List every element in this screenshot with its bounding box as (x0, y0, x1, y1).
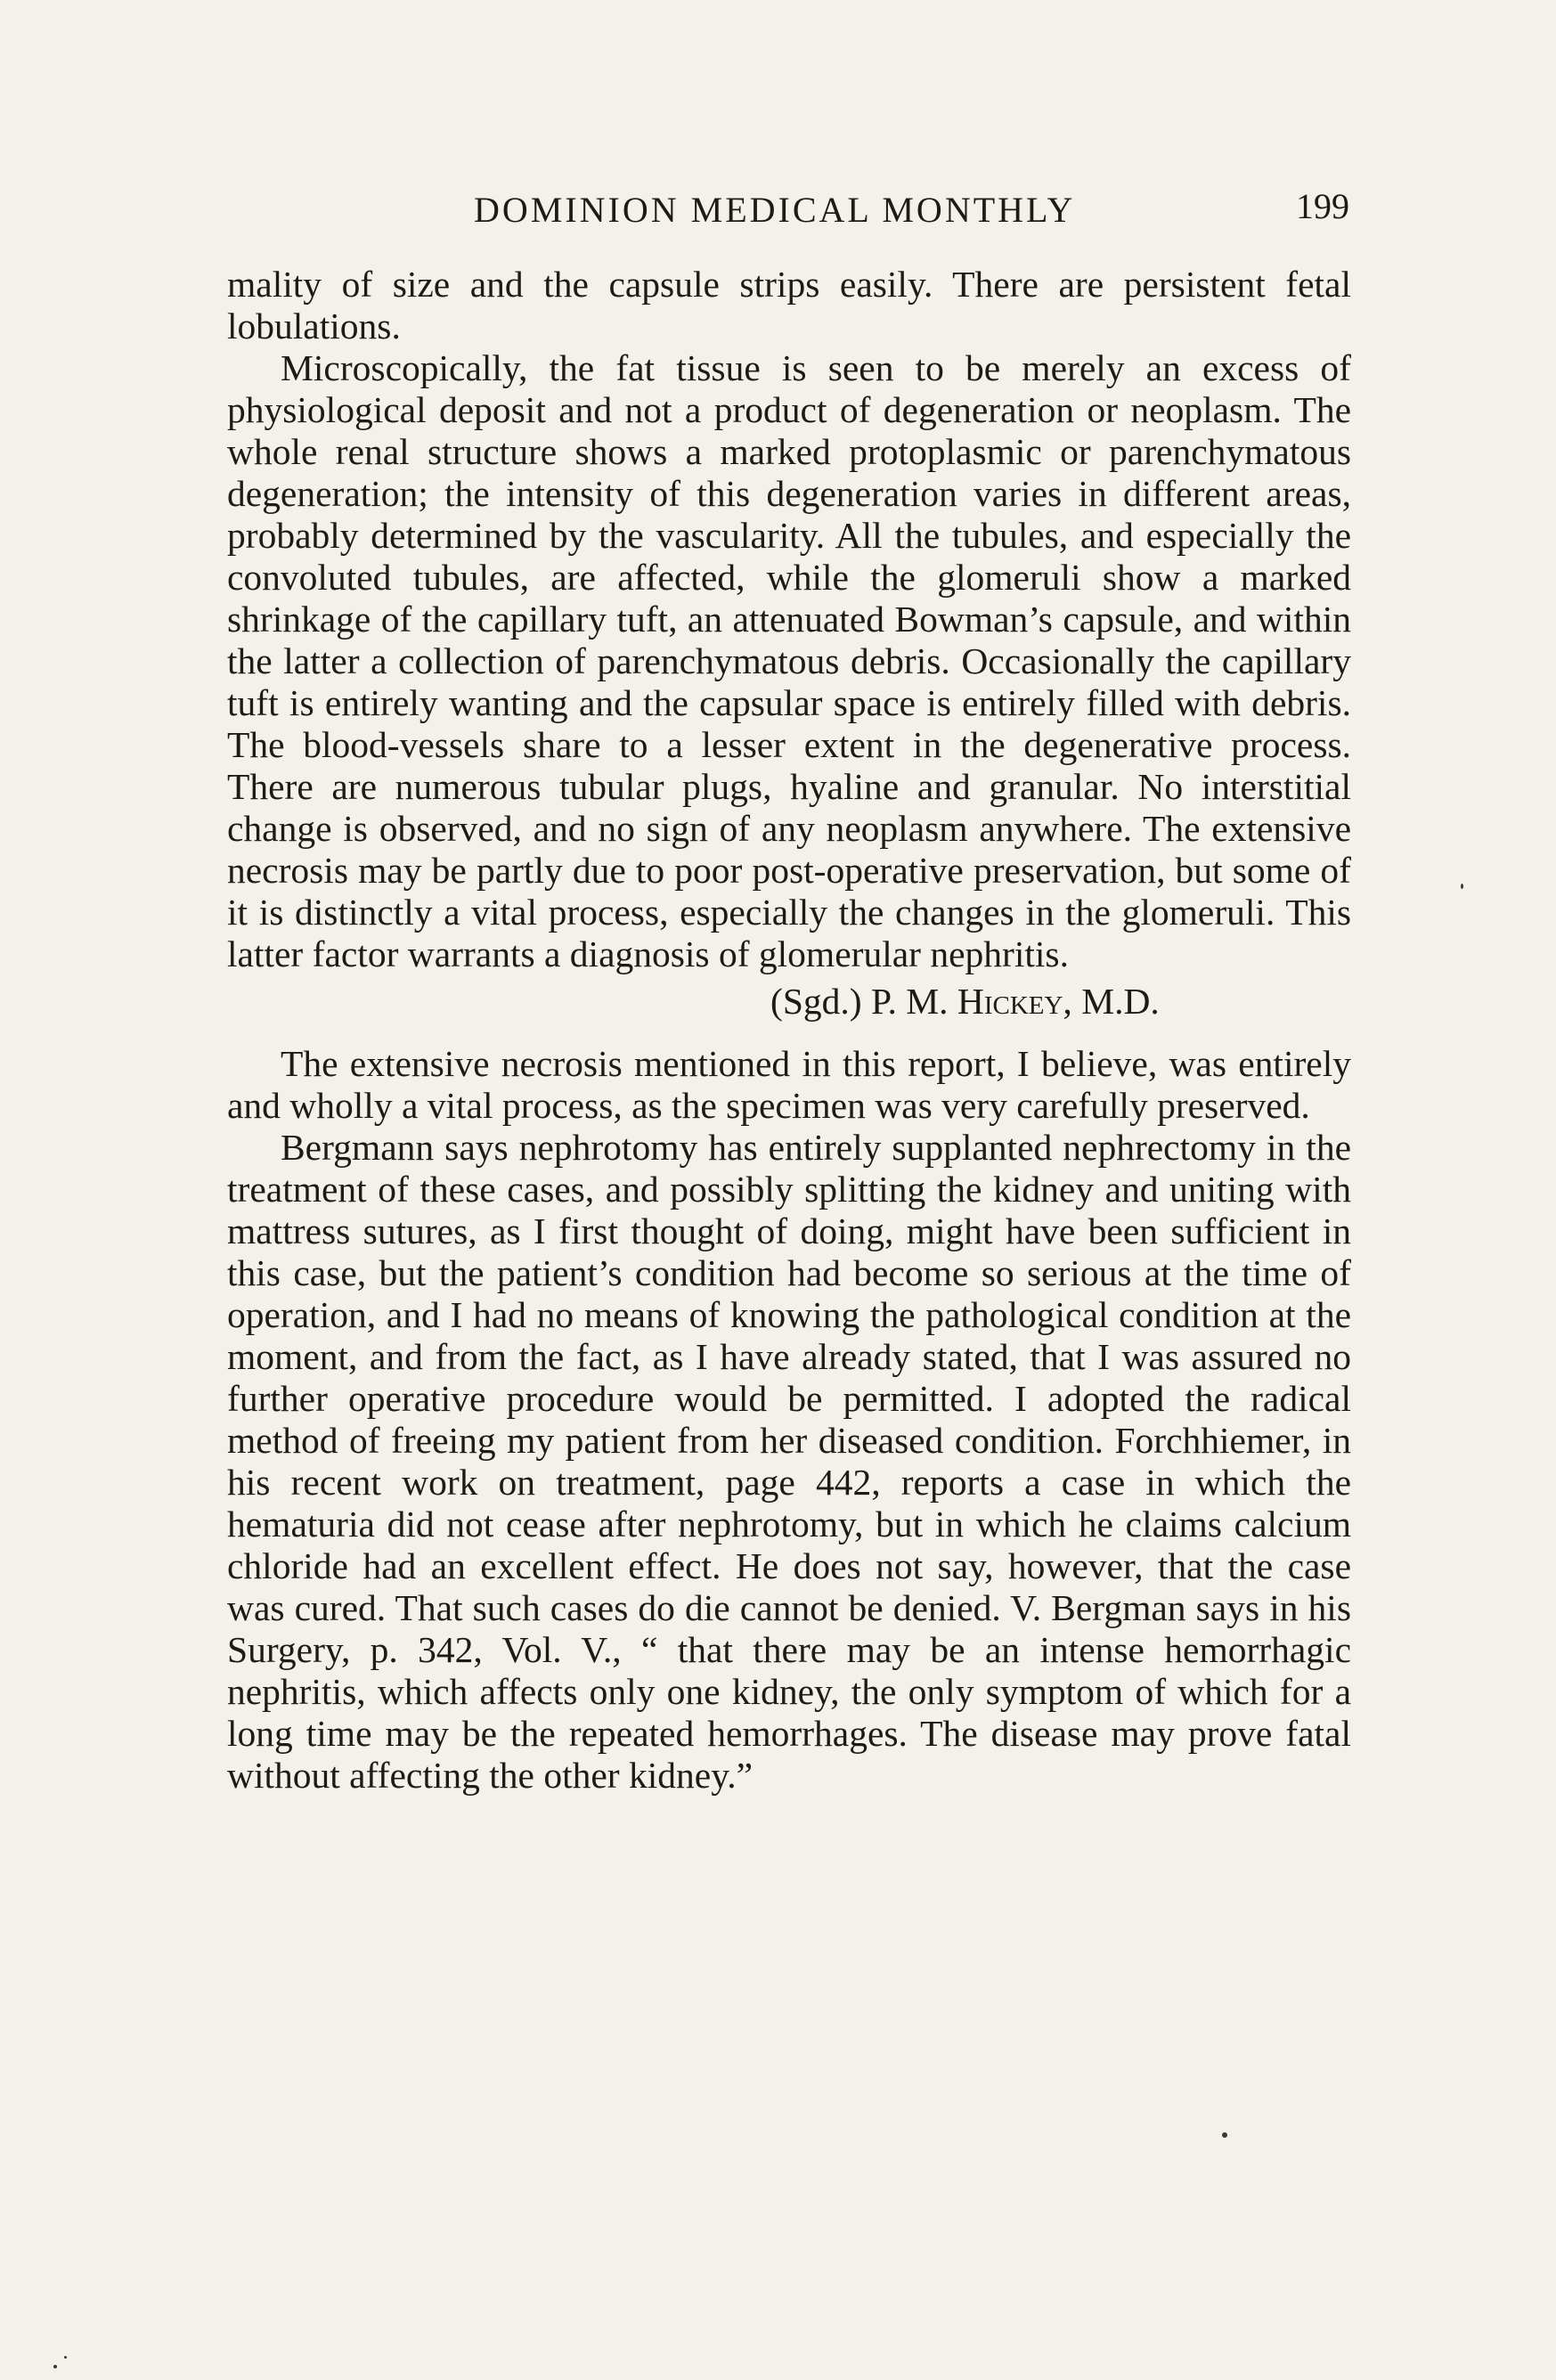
body-text (227, 264, 1351, 1797)
signature-surname: Hickey, (957, 981, 1072, 1022)
margin-speck (53, 2365, 57, 2368)
margin-speck (64, 2356, 67, 2359)
journal-title: DOMINION MEDICAL MONTHLY (474, 190, 1076, 230)
margin-speck (1461, 884, 1463, 889)
paragraph-necrosis-comment: The extensive necrosis mentioned in this report, I believe, was entirely and wholly a vital process, as the specimen was very carefully preserved. (227, 1043, 1351, 1126)
page-number: 199 (1296, 186, 1349, 226)
signature-suffix: M.D. (1081, 981, 1160, 1022)
signature-line (227, 979, 1351, 1023)
signature-prefix: (Sgd.) P. M. (770, 981, 949, 1022)
paragraph-microscopic-report: Microscopically, the fat tissue is seen to be merely an excess of physiological deposit and not a product of degeneration or neoplasm. The whole renal structure shows a marked protoplasmic or parenchymatous degeneration; the intensity of this degeneration varies in different areas, probably determined by the vascularity. All the tubules, and especially the convoluted tubules, are affected, while the glomeruli show a marked shrinkage of the capillary tuft, an attenuated Bowman’s capsule, and within the latter a collection of parenchymatous debris. Occasionally the capillary tuft is entirely wanting and the capsular space is entirely filled with debris. The blood-vessels share to a lesser extent in the degenerative process. There are numerous tubular plugs, hyaline and granular. No interstitial change is observed, and no sign of any neoplasm anywhere. The extensive necrosis may be partly due to poor post-operative preservation, but some of it is distinctly a vital process, especially the changes in the glomeruli. This latter factor warrants a diagnosis of glomerular nephritis. (227, 347, 1351, 974)
running-head (223, 186, 1349, 242)
paragraph-bergmann-discussion: Bergmann says nephrotomy has entirely supplanted nephrectomy in the treatment of these cases, and possibly splitting the kidney and uniting with mattress sutures, as I first thought of doing, might have been sufficient in this case, but the patient’s condition had become so serious at the time of operation, and I had no means of knowing the pathological condition at the moment, and from the fact, as I have already stated, that I was assured no further operative procedure would be permitted. I adopted the radical method of freeing my patient from her diseased condition. Forchhiemer, in his recent work on treatment, page 442, reports a case in which the hematuria did not cease after nephrotomy, but in which he claims calcium chloride had an excellent effect. He does not say, however, that the case was cured. That such cases do die cannot be denied. V. Bergman says in his Surgery, p. 342, Vol. V., “ that there may be an intense hemorrhagic nephritis, which affects only one kidney, the only symptom of which for a long time may be the repeated hemorrhages. The disease may prove fatal without affecting the other kidney.” (227, 1127, 1351, 1796)
paragraph-continued: mality of size and the capsule strips easily. There are persistent fetal lobulations. (227, 264, 1351, 346)
margin-speck (1222, 2132, 1227, 2138)
